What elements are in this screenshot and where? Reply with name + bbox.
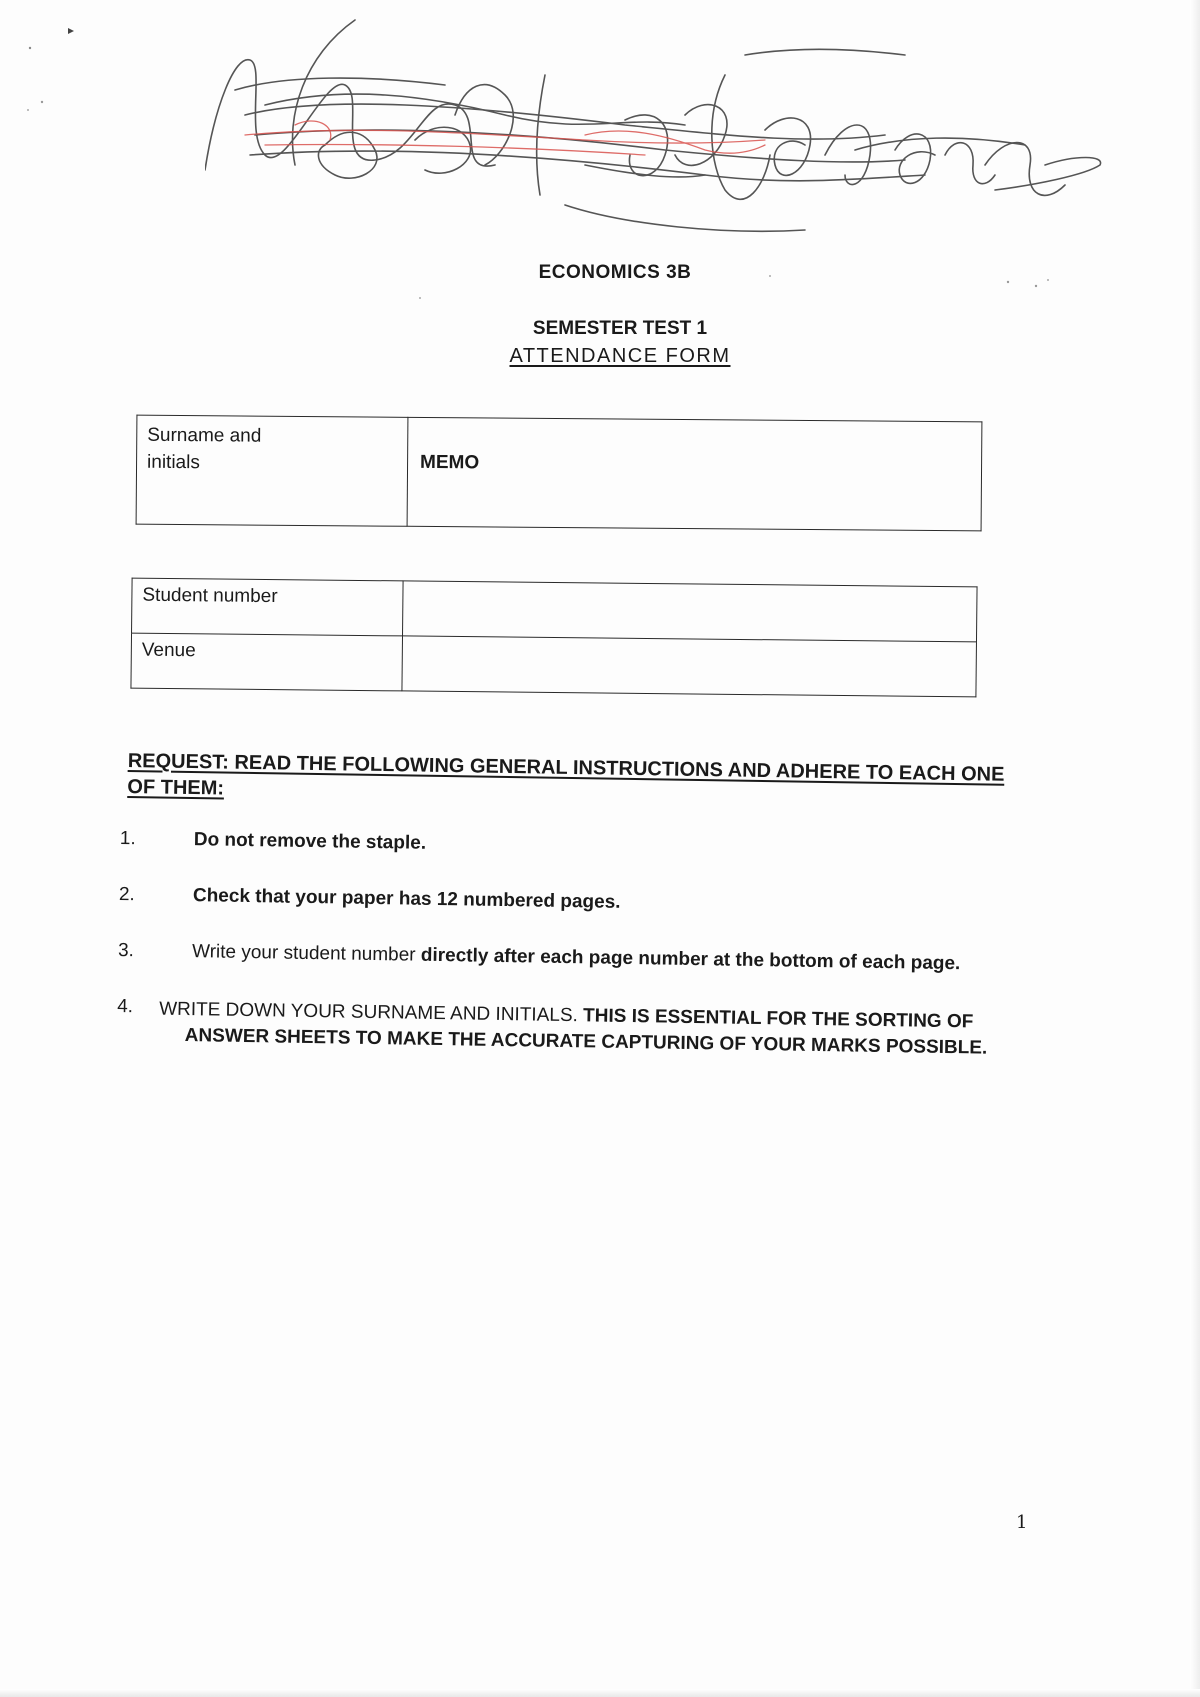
venue-label: Venue xyxy=(131,633,403,691)
instruction-number: 2. xyxy=(118,883,135,906)
course-title: ECONOMICS 3B xyxy=(538,262,692,283)
student-info-box xyxy=(130,578,977,698)
scan-bottom-shadow xyxy=(0,1689,1200,1697)
test-title: SEMESTER TEST 1 xyxy=(532,318,708,339)
form-title xyxy=(0,345,1200,368)
request-heading: REQUEST: READ THE FOLLOWING GENERAL INSTRUCTIONS AND ADHERE TO EACH ONE OF THEM: xyxy=(127,749,1005,800)
student-number-label: Student number xyxy=(132,578,404,636)
surname-initials-label xyxy=(136,415,408,526)
form-title-text: ATTENDANCE FORM xyxy=(509,345,731,367)
instructions-list xyxy=(116,828,1039,1066)
instruction-text: Check that your paper has 12 numbered pages. xyxy=(192,885,621,913)
instruction-text-bold: THIS IS ESSENTIAL FOR THE SORTING OF xyxy=(582,1005,974,1033)
student-number-field[interactable] xyxy=(403,581,978,642)
instruction-text-plain: Write your student number xyxy=(191,941,422,966)
surname-initials-box xyxy=(136,415,983,532)
instruction-text: Do not remove the staple. xyxy=(193,829,427,854)
handwritten-signature xyxy=(205,15,1105,255)
surname-label-line2: initials xyxy=(146,451,200,474)
scan-edge-shadow xyxy=(1190,0,1200,1697)
surname-initials-field[interactable]: MEMO xyxy=(407,417,982,531)
page-number: 1 xyxy=(1016,1512,1028,1533)
instruction-number: 3. xyxy=(117,939,135,962)
venue-field[interactable] xyxy=(402,636,977,697)
instruction-text-bold: directly after each page number at the bottom of each page. xyxy=(420,944,961,975)
instruction-number: 4. xyxy=(117,995,134,1018)
instruction-number: 1. xyxy=(119,828,136,850)
instruction-text-plain: WRITE DOWN YOUR SURNAME AND INITIALS. xyxy=(158,998,584,1027)
instruction-text-bold-continued: ANSWER SHEETS TO MAKE THE ACCURATE CAPTURING OF YOUR MARKS POSSIBLE. xyxy=(184,1025,988,1059)
surname-label-line1: Surname and xyxy=(147,424,262,447)
